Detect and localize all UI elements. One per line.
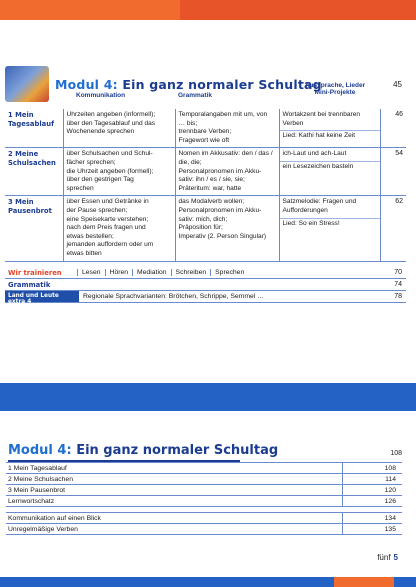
column-header-grammatik: Grammatik [178,92,212,99]
kommunikation-cell-line: Wochenende sprechen [66,128,135,136]
page-footer [377,553,398,562]
skill-item: Mediation [132,269,170,276]
grammatik-cell-line: Personalpronomen im Akku- [178,206,262,214]
skill-item: Schreiben [171,269,211,276]
row-page-number: 62 [380,196,406,261]
kommunikation-cell-line: jemanden auffordern oder um [66,241,154,249]
kommunikation-cell-line: sprechen [66,184,94,192]
chapter-cell [5,148,63,196]
aussprache-cell-line: Aufforderungen [282,206,328,214]
workbook-row-label: 2 Meine Schulsachen [6,474,342,485]
column-header-aussprache-line-1: Aussprache, Lieder [304,82,366,89]
workbook-row-page: 134 [342,513,402,524]
workbook-row-label: Lernwortschatz [6,496,342,507]
module-title-text: Ein ganz normaler Schultag [122,77,322,92]
kommunikation-cell-line: nach dem Preis fragen und [66,224,146,232]
workbook-row-page: 108 [342,463,402,474]
chapter-cell [5,196,63,261]
workbook-row [6,496,402,507]
chapter-cell-line: 3 Mein [8,198,34,207]
kommunikation-cell [63,148,175,196]
mini-projekt-line: ein Lesezeichen basteln [280,161,380,172]
grammatik-cell-line: die, die; [178,158,202,166]
wir-trainieren-skills [77,269,248,276]
chapter-cell-line: Schulsachen [8,158,56,167]
skill-item: Hören [105,269,133,276]
land-und-leute-row [5,291,406,303]
workbook-row-page: 114 [342,474,402,485]
aussprache-cell [279,109,380,148]
bottom-color-strip [0,577,416,587]
module-2-title-text: Ein ganz normaler Schultag [76,443,279,458]
module-2-page: 108 [390,450,402,457]
grammatik-cell-line: Personalpronomen im Akku- [178,167,262,175]
mini-projekt-line: Lied: So ein Stress! [280,218,380,229]
kommunikation-cell [63,109,175,148]
aussprache-cell-line: Wortakzent bei trennbaren [282,111,361,118]
kommunikation-cell-line: die Uhrzeit angeben (formell); [66,167,154,175]
grammatik-cell-line: Präteritum: war, hatte [178,184,242,192]
aussprache-cell [279,148,380,196]
grammatik-cell-line: trennbare Verben; [178,128,232,136]
land-und-leute-text: Regionale Sprachvarianten: Brötchen, Schrippe, Semmel … [83,293,264,300]
skill-item: Sprechen [210,269,248,276]
workbook-contents-table [6,462,402,535]
column-header-aussprache-line-2: Mini-Projekte [314,89,356,96]
grammatik-cell-line: Temporalangaben mit um, von [178,111,268,118]
chapter-cell-line: Tagesablauf [8,119,55,128]
kommunikation-cell-line: Uhrzeiten angeben (informell); [66,111,156,118]
kommunikation-cell-line: etwas bestellen; [66,232,114,240]
wir-trainieren-label: Wir trainieren [8,269,62,277]
column-header-kommunikation: Kommunikation [76,92,126,99]
kommunikation-cell-line: eine Speisekarte verstehen; [66,215,149,223]
grammatik-cell [175,196,279,261]
top-color-strip [0,0,416,20]
workbook-row-page: 135 [342,524,402,535]
aussprache-cell [279,196,380,261]
top-strip-light-segment [0,0,180,20]
workbook-row-label: 3 Mein Pausenbrot [6,485,342,496]
workbook-row [6,524,402,535]
kommunikation-cell-line: fächer sprechen; [66,158,116,166]
module-1-contents-table [5,109,406,262]
module-page-number: 45 [393,80,402,89]
chapter-cell-line: 1 Mein [8,111,34,119]
contents-row [5,109,406,148]
grammatik-cell-line: Präposition für; [178,224,223,232]
grammatik-cell-line: Imperativ (2. Person Singular) [178,232,267,240]
grammatik-row [5,279,406,291]
footer-word: fünf [377,553,391,562]
grammatik-cell [175,109,279,148]
aussprache-cell-line: Verben [282,119,304,127]
land-und-leute-label: Land und Leute extra 4 [5,291,79,302]
kommunikation-cell-line: über den Tagesablauf und das [66,119,156,127]
grammatik-cell-line: sativ: mich, dich; [178,215,228,223]
kommunikation-cell [63,196,175,261]
skill-item: Lesen [77,269,105,276]
workbook-row-label: 1 Mein Tagesablauf [6,463,342,474]
grammatik-cell-line: das Modalverb wollen; [178,198,245,206]
grammatik-cell-line: Nomen im Akkusativ: den / das / [178,150,273,158]
module-label: Modul 4: [55,77,118,92]
column-header-aussprache [290,82,380,96]
workbook-row [6,474,402,485]
chapter-cell [5,109,63,148]
wir-trainieren-row [5,267,406,279]
module-2-label: Modul 4: [8,443,72,458]
grammatik-cell-line: sativ: ihn / es / sie, sie; [178,176,245,184]
workbook-row [6,513,402,524]
aussprache-cell-line: Satzmelodie: Fragen und [282,198,357,206]
blue-divider-bar [0,383,416,411]
contents-row [5,148,406,196]
row-page-number: 46 [380,109,406,148]
wir-trainieren-page: 70 [394,269,402,276]
row-page-number: 54 [380,148,406,196]
module-title [55,77,322,92]
workbook-row-label: Kommunikation auf einen Blick [6,513,342,524]
workbook-row-page: 120 [342,485,402,496]
grammatik-cell-line: … bis; [178,119,198,127]
grammatik-page: 74 [394,281,402,288]
chapter-cell-line: Pausenbrot [8,206,52,215]
bottom-strip-orange-segment [334,577,394,587]
grammatik-cell-line: Fragewort wie oft [178,136,230,144]
kommunikation-cell-line: über Essen und Getränke in [66,198,149,206]
mini-projekt-line: Lied: Kathi hat keine Zeit [280,130,380,141]
kommunikation-cell-line: über Schulsachen und Schul- [66,150,153,158]
aussprache-cell-line: ich-Laut und ach-Laut [282,150,347,158]
workbook-row-label: Unregelmäßige Verben [6,524,342,535]
kommunikation-cell-line: über den gestrigen Tag [66,176,134,184]
kommunikation-cell-line: der Pause sprechen; [66,206,128,214]
footer-page-number: 5 [393,553,398,562]
module-photo-thumbnail [5,66,49,102]
workbook-row [6,463,402,474]
workbook-row [6,485,402,496]
grammatik-label: Grammatik [8,281,51,289]
land-und-leute-page: 78 [394,293,402,300]
kommunikation-cell-line: etwas bitten [66,249,102,257]
grammatik-cell [175,148,279,196]
chapter-cell-line: 2 Meine [8,150,39,159]
workbook-row-page: 126 [342,496,402,507]
module-2-title [8,443,278,458]
contents-row [5,196,406,261]
